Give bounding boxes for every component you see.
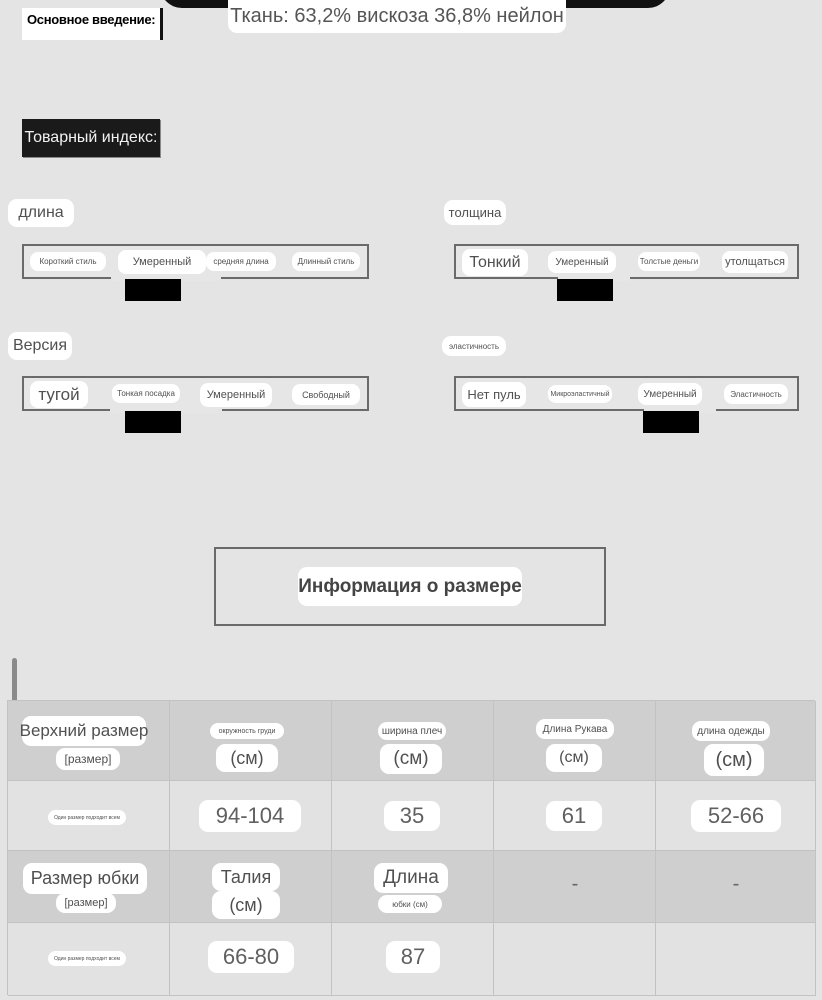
length-option-short[interactable]: Короткий стиль [30,252,106,271]
sleeve-label: Длина Рукава [536,719,614,739]
top-size-sub: [размер] [56,748,120,770]
version-option-loose[interactable]: Свободный [292,384,360,405]
version-options [22,376,369,411]
thickness-option-thick[interactable]: Толстые деньги [638,252,700,271]
thickness-label: толщина [444,200,506,225]
elasticity-label: эластичность [442,336,506,356]
garment-length-value: 52-66 [691,800,781,832]
basic-intro-label: Основное введение: [27,12,156,27]
garment-length-label: длина одежды [692,721,770,741]
thickness-option-moderate[interactable]: Умеренный [548,251,616,273]
top-size-value: Один размер подходит всем [48,810,126,825]
thickness-option-thicken[interactable]: утолщаться [722,251,788,273]
garment-length-unit: (см) [704,744,764,776]
version-selected-marker [125,411,181,433]
length-label: длина [8,199,74,227]
size-table [7,700,815,995]
product-index-label: Товарный индекс: [22,119,160,157]
version-label: Версия [8,332,72,360]
version-option-slim[interactable]: Тонкая посадка [112,384,180,403]
elasticity-option-moderate[interactable]: Умеренный [638,383,702,405]
shoulder-label: ширина плеч [378,722,446,740]
dash-sleeve: - [571,873,579,895]
version-option-tight[interactable]: тугой [30,381,88,408]
thickness-selected-marker [557,279,613,301]
fabric-text: Ткань: 63,2% вискоза 36,8% нейлон [228,0,566,33]
elasticity-options [454,376,799,411]
shoulder-value: 35 [384,801,440,831]
skirt-length-sub: юбки (см) [378,895,442,913]
waist-label: Талия [212,863,280,891]
waist-value: 66-80 [208,941,294,973]
skirt-length-label: Длина [374,863,448,893]
thickness-options [454,244,799,279]
skirt-size-value: Один размер подходит всем [48,951,126,966]
size-info-title-box [214,547,606,626]
version-option-moderate[interactable]: Умеренный [200,383,272,407]
elasticity-option-none[interactable]: Нет пуль [462,382,526,407]
basic-intro-label-box [22,8,163,40]
chest-value: 94-104 [199,800,301,832]
length-selected-marker [125,279,181,301]
elasticity-selected-marker [643,411,699,433]
chest-unit: (см) [216,744,278,772]
chest-label: окружность груди [210,723,284,739]
length-option-long[interactable]: Длинный стиль [292,252,360,271]
skirt-size-label: Размер юбки [23,863,147,894]
thickness-option-thin[interactable]: Тонкий [462,249,528,276]
elasticity-option-micro[interactable]: Микроэластичный [548,385,612,403]
skirt-length-value: 87 [386,941,440,973]
skirt-size-sub: [размер] [56,893,116,913]
top-size-label: Верхний размер [22,716,146,746]
sleeve-unit: (см) [546,744,602,772]
sleeve-value: 61 [546,801,602,831]
length-option-medium[interactable]: средняя длина [206,252,276,271]
length-options [22,244,369,279]
elasticity-option-elastic[interactable]: Эластичность [724,384,788,404]
waist-unit: (см) [212,891,280,919]
shoulder-unit: (см) [380,744,442,774]
dash-garment: - [732,873,740,895]
length-option-moderate[interactable]: Умеренный [118,250,206,274]
size-info-title: Информация о размере [298,567,522,606]
